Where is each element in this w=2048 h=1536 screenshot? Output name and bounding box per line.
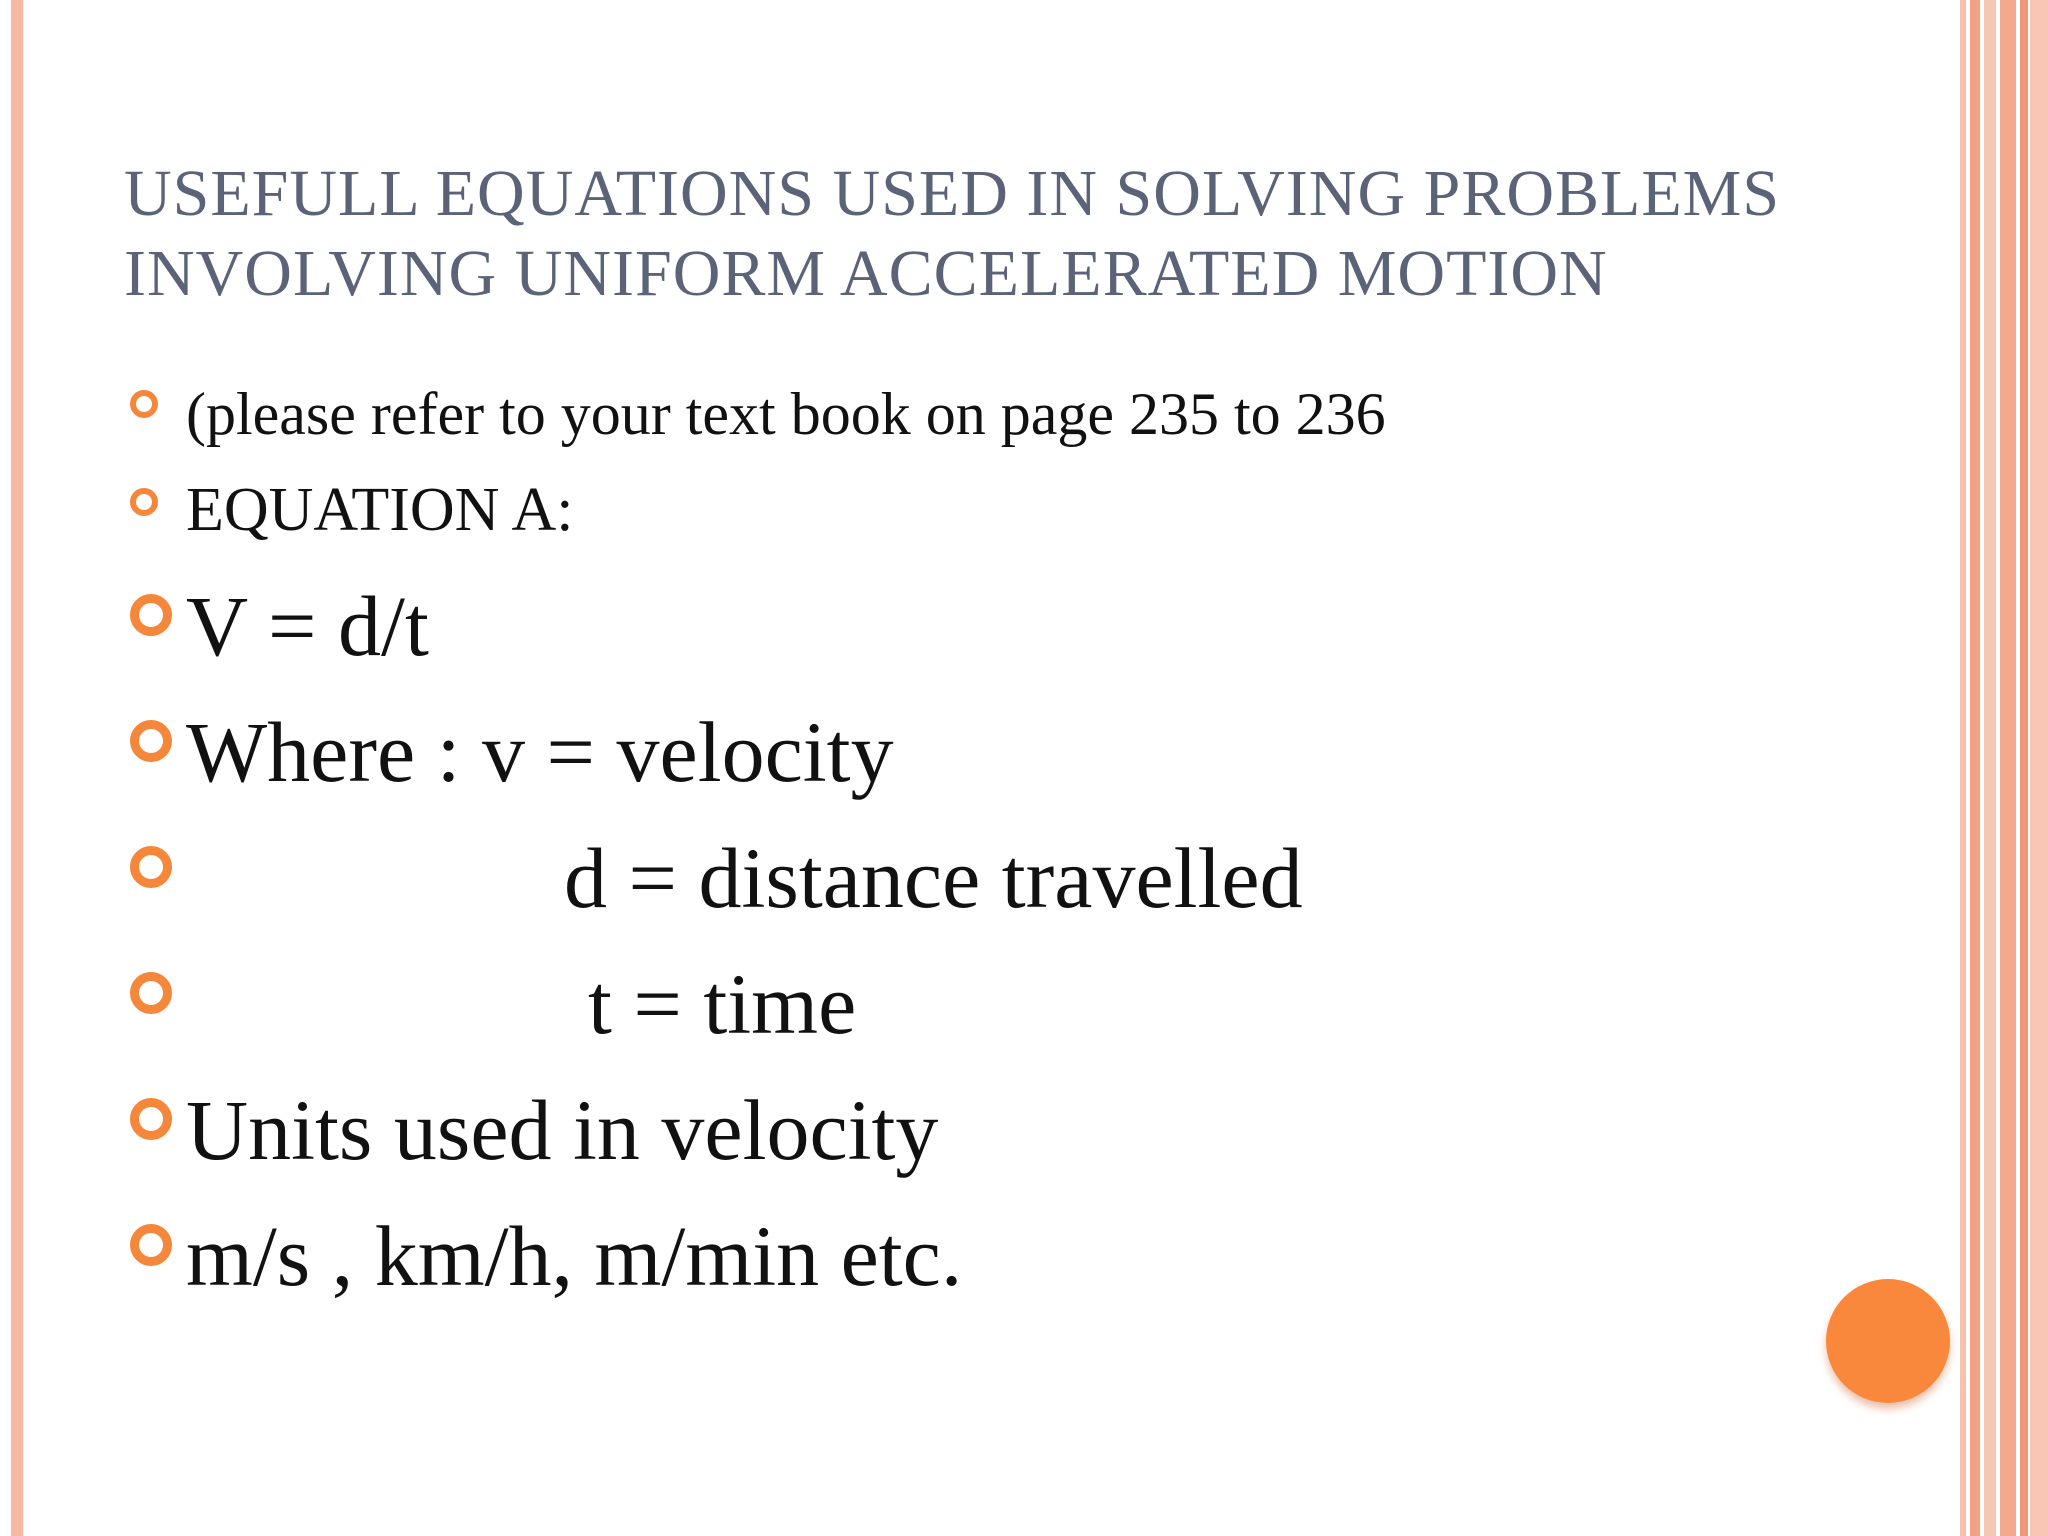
ring-bullet-icon [130, 1098, 172, 1140]
orange-circle-icon [1826, 1279, 1950, 1403]
bullet-text: m/s , km/h, m/min etc. [186, 1208, 963, 1304]
bullet-text: d = distance travelled [564, 830, 1303, 926]
right-stripe [2020, 0, 2028, 1536]
ring-bullet-icon [130, 390, 158, 418]
right-decorative-stripes [1960, 0, 2048, 1536]
ring-bullet-icon [130, 1224, 172, 1266]
ring-bullet-icon [130, 488, 158, 516]
slide-title-line-2: INVOLVING UNIFORM ACCELERATED MOTION [124, 237, 1608, 310]
slide-title-line-1: USEFULL EQUATIONS USED IN SOLVING PROBLEMS [124, 157, 1781, 230]
bullet-text: t = time [588, 956, 857, 1052]
right-stripe [1960, 0, 1966, 1536]
right-stripe [1970, 0, 1980, 1536]
bullet-text: (please refer to your text book on page 235 to 236 [186, 381, 1386, 447]
bullet-text: Where : v = velocity [186, 704, 894, 800]
ring-bullet-icon [130, 720, 172, 762]
bullet-text: EQUATION A: [186, 476, 574, 544]
ring-bullet-icon [130, 972, 172, 1014]
right-stripe [2000, 0, 2016, 1536]
bullet-text: Units used in velocity [186, 1082, 939, 1178]
ring-bullet-icon [130, 846, 172, 888]
right-stripe [2030, 0, 2048, 1536]
right-stripe [1984, 0, 1996, 1536]
bullet-text: V = d/t [186, 578, 429, 674]
ring-bullet-icon [130, 594, 172, 636]
